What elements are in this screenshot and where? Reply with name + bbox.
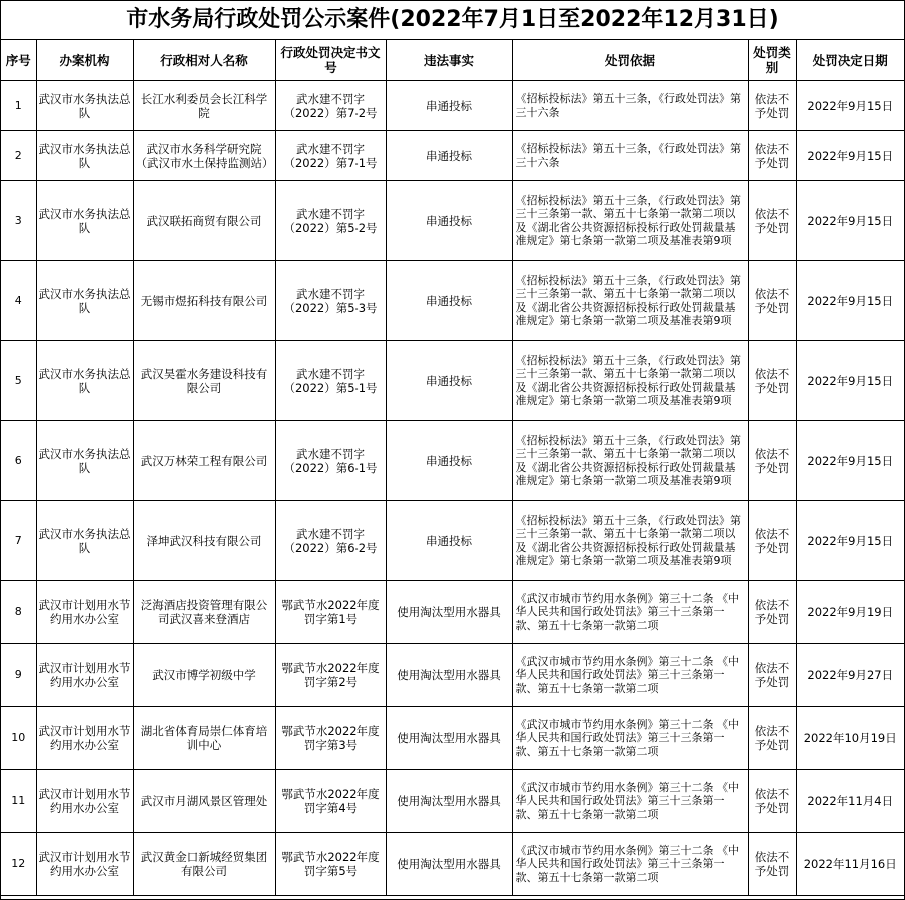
cell-party[interactable]: 武汉昊霍水务建设科技有限公司	[133, 341, 275, 421]
cell-type[interactable]: 依法不予处罚	[748, 261, 796, 341]
header-violation[interactable]: 违法事实	[386, 40, 512, 81]
cell-violation[interactable]: 串通投标	[386, 501, 512, 581]
cell-party[interactable]: 泽坤武汉科技有限公司	[133, 501, 275, 581]
cell-agency[interactable]: 武汉市计划用水节约用水办公室	[36, 770, 133, 833]
cell-type[interactable]: 依法不予处罚	[748, 181, 796, 261]
cell-doc[interactable]: 武水建不罚字（2022）第7-2号	[275, 81, 386, 131]
cell-type[interactable]: 依法不予处罚	[748, 131, 796, 181]
cell-seq[interactable]: 5	[1, 341, 36, 421]
cell-party[interactable]: 武汉联拓商贸有限公司	[133, 181, 275, 261]
cell-seq[interactable]: 7	[1, 501, 36, 581]
cell-party[interactable]: 长江水利委员会长江科学院	[133, 81, 275, 131]
cell-basis[interactable]: 《招标投标法》第五十三条，《行政处罚法》第三十三条第一款、第五十七条第一款第二项以及《湖北省公共资源招标投标行政处罚裁量基准规定》第七条第一款第二项及基准表第9项	[512, 181, 748, 261]
cell-seq[interactable]: 2	[1, 131, 36, 181]
table-row	[1, 707, 904, 770]
cell-type[interactable]: 依法不予处罚	[748, 644, 796, 707]
cell-violation[interactable]: 串通投标	[386, 181, 512, 261]
table-header-row	[1, 40, 904, 81]
cell-doc[interactable]: 鄂武节水2022年度罚字第3号	[275, 707, 386, 770]
cell-date[interactable]: 2022年9月19日	[796, 581, 904, 644]
cell-agency[interactable]: 武汉市计划用水节约用水办公室	[36, 644, 133, 707]
cell-violation[interactable]: 使用淘汰型用水器具	[386, 644, 512, 707]
header-party[interactable]: 行政相对人名称	[133, 40, 275, 81]
cell-agency[interactable]: 武汉市水务执法总队	[36, 501, 133, 581]
cell-basis[interactable]: 《招标投标法》第五十三条，《行政处罚法》第三十三条第一款、第五十七条第一款第二项以及《湖北省公共资源招标投标行政处罚裁量基准规定》第七条第一款第二项及基准表第9项	[512, 341, 748, 421]
cell-agency[interactable]: 武汉市水务执法总队	[36, 81, 133, 131]
cell-party[interactable]: 泛海酒店投资管理有限公司武汉喜来登酒店	[133, 581, 275, 644]
cell-violation[interactable]: 使用淘汰型用水器具	[386, 770, 512, 833]
cell-seq[interactable]: 4	[1, 261, 36, 341]
table-row	[1, 501, 904, 581]
sheet-title: 市水务局行政处罚公示案件(2022年7月1日至2022年12月31日)	[1, 1, 904, 40]
cell-seq[interactable]: 9	[1, 644, 36, 707]
table-row	[1, 581, 904, 644]
cell-date[interactable]: 2022年9月15日	[796, 81, 904, 131]
cell-basis[interactable]: 《武汉市城市节约用水条例》第三十二条 《中华人民共和国行政处罚法》第三十三条第一款、第五十七条第一款第二项	[512, 707, 748, 770]
header-date[interactable]: 处罚决定日期	[796, 40, 904, 81]
cell-party[interactable]: 武汉市水务科学研究院（武汉市水土保持监测站）	[133, 131, 275, 181]
cell-agency[interactable]: 武汉市计划用水节约用水办公室	[36, 707, 133, 770]
cell-date[interactable]: 2022年11月4日	[796, 770, 904, 833]
cell-basis[interactable]: 《招标投标法》第五十三条，《行政处罚法》第三十三条第一款、第五十七条第一款第二项以及《湖北省公共资源招标投标行政处罚裁量基准规定》第七条第一款第二项及基准表第9项	[512, 421, 748, 501]
cell-type[interactable]: 依法不予处罚	[748, 341, 796, 421]
cell-basis[interactable]: 《招标投标法》第五十三条，《行政处罚法》第三十六条	[512, 131, 748, 181]
cell-seq[interactable]: 10	[1, 707, 36, 770]
cell-date[interactable]: 2022年10月19日	[796, 707, 904, 770]
cell-violation[interactable]: 使用淘汰型用水器具	[386, 581, 512, 644]
cell-agency[interactable]: 武汉市计划用水节约用水办公室	[36, 833, 133, 896]
cell-violation[interactable]: 串通投标	[386, 261, 512, 341]
cell-party[interactable]: 武汉市月湖风景区管理处	[133, 770, 275, 833]
cell-doc[interactable]: 武水建不罚字（2022）第5-2号	[275, 181, 386, 261]
cell-date[interactable]: 2022年9月15日	[796, 181, 904, 261]
cell-type[interactable]: 依法不予处罚	[748, 421, 796, 501]
table-row	[1, 131, 904, 181]
cell-date[interactable]: 2022年9月27日	[796, 644, 904, 707]
header-basis[interactable]: 处罚依据	[512, 40, 748, 81]
cell-type[interactable]: 依法不予处罚	[748, 707, 796, 770]
cell-seq[interactable]: 11	[1, 770, 36, 833]
table-row	[1, 833, 904, 896]
cell-agency[interactable]: 武汉市水务执法总队	[36, 131, 133, 181]
cell-seq[interactable]: 3	[1, 181, 36, 261]
cell-date[interactable]: 2022年9月15日	[796, 501, 904, 581]
table-row	[1, 81, 904, 131]
penalty-table	[1, 40, 904, 896]
cell-party[interactable]: 湖北省体育局崇仁体育培训中心	[133, 707, 275, 770]
cell-basis[interactable]: 《武汉市城市节约用水条例》第三十二条 《中华人民共和国行政处罚法》第三十三条第一款、第五十七条第一款第二项	[512, 644, 748, 707]
cell-party[interactable]: 武汉黄金口新城经贸集团有限公司	[133, 833, 275, 896]
cell-date[interactable]: 2022年9月15日	[796, 421, 904, 501]
cell-doc[interactable]: 武水建不罚字（2022）第5-3号	[275, 261, 386, 341]
cell-doc[interactable]: 武水建不罚字（2022）第6-1号	[275, 421, 386, 501]
table-row	[1, 644, 904, 707]
cell-agency[interactable]: 武汉市水务执法总队	[36, 341, 133, 421]
cell-basis[interactable]: 《武汉市城市节约用水条例》第三十二条 《中华人民共和国行政处罚法》第三十三条第一款、第五十七条第一款第二项	[512, 833, 748, 896]
cell-violation[interactable]: 使用淘汰型用水器具	[386, 833, 512, 896]
cell-basis[interactable]: 《招标投标法》第五十三条，《行政处罚法》第三十三条第一款、第五十七条第一款第二项以及《湖北省公共资源招标投标行政处罚裁量基准规定》第七条第一款第二项及基准表第9项	[512, 261, 748, 341]
header-doc[interactable]: 行政处罚决定书文号	[275, 40, 386, 81]
cell-basis[interactable]: 《武汉市城市节约用水条例》第三十二条 《中华人民共和国行政处罚法》第三十三条第一款、第五十七条第一款第二项	[512, 770, 748, 833]
cell-violation[interactable]: 串通投标	[386, 131, 512, 181]
cell-type[interactable]: 依法不予处罚	[748, 81, 796, 131]
cell-doc[interactable]: 鄂武节水2022年度罚字第5号	[275, 833, 386, 896]
cell-seq[interactable]: 12	[1, 833, 36, 896]
cell-doc[interactable]: 武水建不罚字（2022）第5-1号	[275, 341, 386, 421]
cell-date[interactable]: 2022年9月15日	[796, 131, 904, 181]
cell-seq[interactable]: 6	[1, 421, 36, 501]
cell-type[interactable]: 依法不予处罚	[748, 581, 796, 644]
cell-party[interactable]: 武汉市博学初级中学	[133, 644, 275, 707]
cell-doc[interactable]: 鄂武节水2022年度罚字第4号	[275, 770, 386, 833]
cell-violation[interactable]: 串通投标	[386, 421, 512, 501]
cell-doc[interactable]: 武水建不罚字（2022）第7-1号	[275, 131, 386, 181]
cell-violation[interactable]: 串通投标	[386, 341, 512, 421]
cell-type[interactable]: 依法不予处罚	[748, 501, 796, 581]
cell-doc[interactable]: 鄂武节水2022年度罚字第2号	[275, 644, 386, 707]
cell-basis[interactable]: 《招标投标法》第五十三条，《行政处罚法》第三十六条	[512, 81, 748, 131]
header-type[interactable]: 处罚类别	[748, 40, 796, 81]
table-row	[1, 421, 904, 501]
cell-agency[interactable]: 武汉市计划用水节约用水办公室	[36, 581, 133, 644]
cell-date[interactable]: 2022年11月16日	[796, 833, 904, 896]
cell-type[interactable]: 依法不予处罚	[748, 770, 796, 833]
table-row	[1, 261, 904, 341]
cell-agency[interactable]: 武汉市水务执法总队	[36, 261, 133, 341]
table-row	[1, 770, 904, 833]
header-seq[interactable]: 序号	[1, 40, 36, 81]
cell-basis[interactable]: 《武汉市城市节约用水条例》第三十二条 《中华人民共和国行政处罚法》第三十三条第一款、第五十七条第一款第二项	[512, 581, 748, 644]
cell-type[interactable]: 依法不予处罚	[748, 833, 796, 896]
cell-doc[interactable]: 鄂武节水2022年度罚字第1号	[275, 581, 386, 644]
header-agency[interactable]: 办案机构	[36, 40, 133, 81]
cell-seq[interactable]: 8	[1, 581, 36, 644]
cell-agency[interactable]: 武汉市水务执法总队	[36, 181, 133, 261]
cell-doc[interactable]: 武水建不罚字（2022）第6-2号	[275, 501, 386, 581]
cell-party[interactable]: 无锡市煜拓科技有限公司	[133, 261, 275, 341]
cell-agency[interactable]: 武汉市水务执法总队	[36, 421, 133, 501]
cell-date[interactable]: 2022年9月15日	[796, 261, 904, 341]
table-row	[1, 341, 904, 421]
cell-seq[interactable]: 1	[1, 81, 36, 131]
table-row	[1, 181, 904, 261]
cell-party[interactable]: 武汉万林荣工程有限公司	[133, 421, 275, 501]
cell-violation[interactable]: 使用淘汰型用水器具	[386, 707, 512, 770]
cell-violation[interactable]: 串通投标	[386, 81, 512, 131]
cell-date[interactable]: 2022年9月15日	[796, 341, 904, 421]
cell-basis[interactable]: 《招标投标法》第五十三条，《行政处罚法》第三十三条第一款、第五十七条第一款第二项以及《湖北省公共资源招标投标行政处罚裁量基准规定》第七条第一款第二项及基准表第9项	[512, 501, 748, 581]
